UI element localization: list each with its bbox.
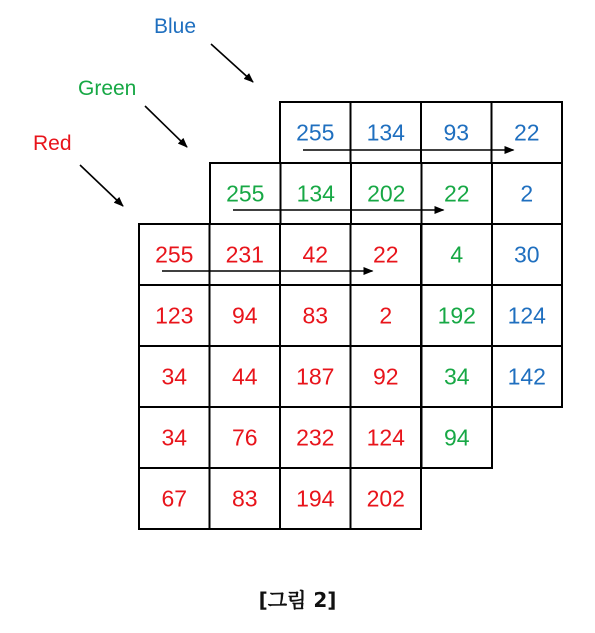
red-value: 67	[161, 485, 188, 512]
red-value: 34	[161, 424, 188, 451]
red-value: 202	[366, 485, 405, 512]
figure-caption: [그림 2]	[258, 588, 337, 612]
red-value: 231	[225, 241, 264, 268]
red-value: 22	[372, 241, 399, 268]
blue-value: 255	[296, 119, 335, 146]
red-value: 76	[231, 424, 258, 451]
blue-value: 30	[513, 241, 540, 268]
red-value: 187	[296, 363, 335, 390]
red-value: 83	[302, 302, 329, 329]
red-value: 83	[231, 485, 258, 512]
red-value: 92	[372, 363, 399, 390]
blue-value: 142	[507, 363, 546, 390]
red-value: 255	[155, 241, 194, 268]
label-green: Green	[78, 77, 137, 100]
red-value: 2	[379, 302, 393, 329]
blue-value: 22	[513, 119, 540, 146]
label-blue: Blue	[154, 15, 197, 38]
red-pointer-arrow	[80, 165, 123, 206]
label-red: Red	[33, 132, 72, 155]
blue-pointer-arrow	[211, 44, 253, 82]
green-value: 34	[443, 363, 470, 390]
green-value: 202	[367, 180, 406, 207]
red-value: 42	[302, 241, 329, 268]
red-value: 194	[296, 485, 335, 512]
red-value: 232	[296, 424, 335, 451]
green-value: 192	[437, 302, 476, 329]
green-value: 255	[226, 180, 265, 207]
red-value: 124	[366, 424, 405, 451]
blue-value: 124	[507, 302, 546, 329]
blue-value: 93	[443, 119, 470, 146]
red-channel-grid	[139, 224, 421, 529]
green-value: 94	[443, 424, 470, 451]
green-value: 134	[296, 180, 335, 207]
green-pointer-arrow	[145, 106, 187, 147]
green-value: 22	[443, 180, 470, 207]
red-value: 94	[231, 302, 258, 329]
red-value: 123	[155, 302, 194, 329]
blue-value: 134	[366, 119, 405, 146]
red-value: 34	[161, 363, 188, 390]
blue-value: 2	[520, 180, 534, 207]
red-value: 44	[231, 363, 258, 390]
green-value: 4	[450, 241, 464, 268]
